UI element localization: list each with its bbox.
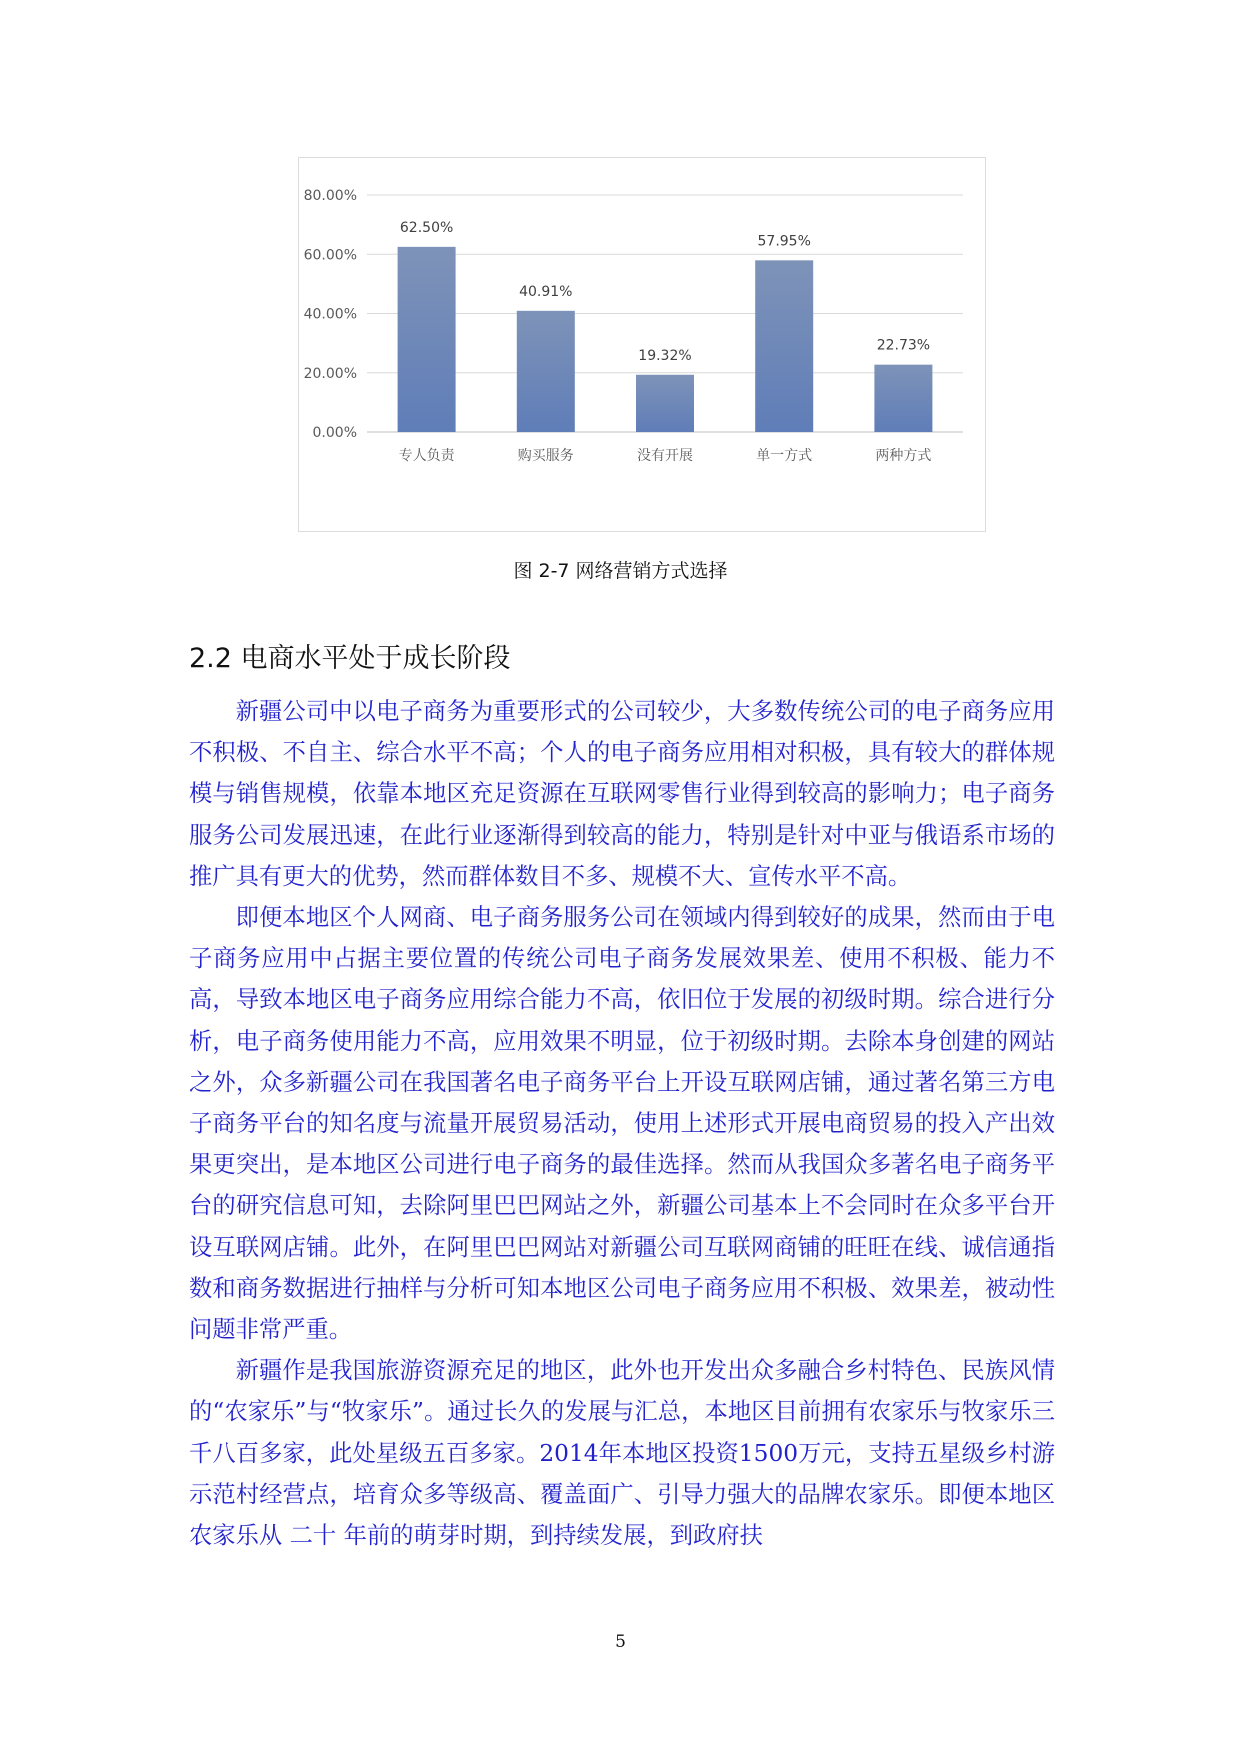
- bar: [874, 365, 932, 432]
- data-label: 19.32%: [638, 347, 692, 364]
- section-title: 2.2 电商水平处于成长阶段: [189, 643, 511, 674]
- y-tick-label: 80.00%: [303, 188, 357, 204]
- x-tick-label: 单一方式: [756, 448, 813, 464]
- chart-y-axis: [304, 188, 357, 441]
- data-label: 40.91%: [519, 283, 573, 300]
- chart-bars: [398, 247, 933, 432]
- bar: [636, 375, 694, 432]
- y-tick-label: 40.00%: [303, 306, 357, 323]
- data-label: 22.73%: [876, 337, 931, 354]
- figure-caption: 图 2-7 网络营销方式选择: [513, 560, 728, 582]
- paragraph: 新疆作是我国旅游资源充足的地区，此外也开发出众多融合乡村特色、民族风情的“农家乐”与“牧家乐”。通过长久的发展与汇总，本地区目前拥有农家乐与牧家乐三千八百多家，此处星级五百多家。2014年本地区投资1500万元，支持五星级乡村游示范村经营点，培育众多等级高、覆盖面广、引导力强大的品牌农家乐。即便本地区农家乐从 二十 年前的萌芽时期，到持续发展，到政府扶: [189, 1357, 1055, 1550]
- chart-x-axis: [399, 447, 932, 464]
- data-label: 62.50%: [399, 219, 454, 236]
- data-label: 57.95%: [757, 233, 811, 250]
- bar: [517, 311, 575, 432]
- x-tick-label: 专人负责: [398, 448, 455, 464]
- body-text: [189, 691, 1055, 1556]
- paragraph: 新疆公司中以电子商务为重要形式的公司较少，大多数传统公司的电子商务应用不积极、不自主、综合水平不高；个人的电子商务应用相对积极，具有较大的群体规模与销售规模，依靠本地区充足资源在互联网零售行业得到较高的影响力；电子商务服务公司发展迅速，在此行业逐渐得到较高的能力，特别是针对中亚与俄语系市场的推广具有更大的优势，然而群体数目不多、规模不大、宣传水平不高。: [189, 698, 1055, 890]
- chart-data-labels: [400, 220, 930, 364]
- bar: [398, 247, 456, 432]
- x-tick-label: 两种方式: [875, 448, 932, 464]
- x-tick-label: 购买服务: [517, 448, 574, 464]
- bar-chart: [298, 157, 986, 532]
- paragraph: 即便本地区个人网商、电子商务服务公司在领域内得到较好的成果，然而由于电子商务应用中占据主要位置的传统公司电子商务发展效果差、使用不积极、能力不高，导致本地区电子商务应用综合能力不高，依旧位于发展的初级时期。综合进行分析，电子商务使用能力不高，应用效果不明显，位于初级时期。去除本身创建的网站之外，众多新疆公司在我国著名电子商务平台上开设互联网店铺，通过著名第三方电子商务平台的知名度与流量开展贸易活动，使用上述形式开展电商贸易的投入产出效果更突出，是本地区公司进行电子商务的最佳选择。然而从我国众多著名电子商务平台的研究信息可知，去除阿里巴巴网站之外，新疆公司基本上不会同时在众多平台开设互联网店铺。此外，在阿里巴巴网站对新疆公司互联网商铺的旺旺在线、诚信通指数和商务数据进行抽样与分析可知本地区公司电子商务应用不积极、效果差，被动性问题非常严重。: [189, 904, 1055, 1344]
- x-tick-label: 没有开展: [637, 448, 693, 464]
- y-tick-label: 20.00%: [303, 365, 357, 382]
- bar: [755, 260, 813, 432]
- chart-canvas: [299, 158, 985, 531]
- y-tick-label: 60.00%: [303, 247, 357, 264]
- y-tick-label: 0.00%: [312, 425, 357, 441]
- page-number: 5: [615, 1632, 626, 1652]
